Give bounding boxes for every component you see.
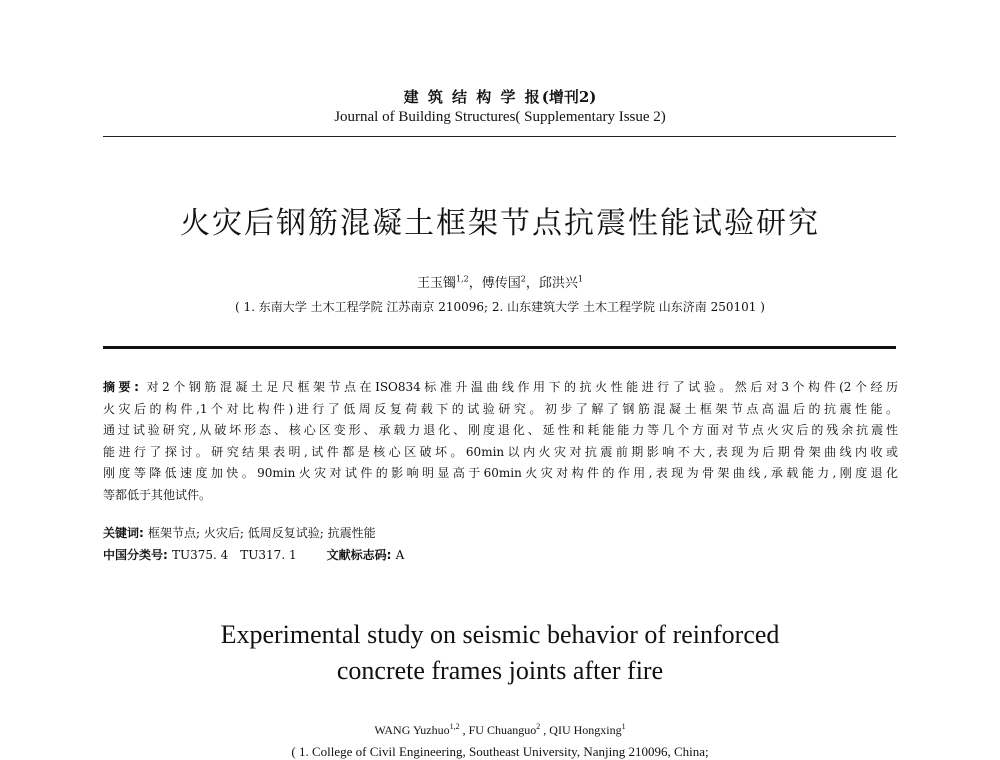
classification	[103, 546, 404, 563]
abstract-line: 能进行了探讨。研究结果表明,试件都是核心区破坏。60min以内火灾对抗震前期影响不大,表现为后期骨架曲线内收或	[103, 444, 898, 459]
abstract-line	[103, 377, 898, 399]
journal-issue-cn: (增刊2)	[541, 88, 597, 106]
keywords-label: 关键词	[103, 526, 140, 540]
affiliation-cn: ( 1. 东南大学 土木工程学院 江苏南京 210096; 2. 山东建筑大学 土木工程学院 山东济南 250101 )	[235, 300, 765, 314]
keywords-colon: :	[139, 526, 148, 540]
abstract-line: 刚度等降低速度加快。90min火灾对试件的影响明显高于60min火灾对构件的作用,表现为骨架曲线,承载能力,刚度退化	[103, 466, 898, 480]
abstract-line: 等都低于其他试件。	[103, 487, 212, 502]
author-en-2: FU Chuanguo	[468, 723, 537, 737]
abstract-cn	[103, 377, 898, 506]
authors-en	[0, 723, 1000, 738]
doc-code-colon: :	[386, 548, 396, 562]
journal-name-cn	[0, 86, 1000, 107]
author-en-1-affil: 1,2	[449, 722, 460, 731]
author-sep: ，	[525, 276, 539, 291]
clc-label: 中国分类号	[103, 548, 164, 562]
affiliation-en: ( 1. College of Civil Engineering, Southeast University, Nanjing 210096, China;	[291, 744, 709, 759]
author-sep: ,	[459, 723, 469, 737]
keywords	[103, 524, 376, 541]
author-en-3: QIU Hongxing	[549, 723, 622, 737]
abstract-line: 火灾后的构件,1个对比构件)进行了低周反复荷载下的试验研究。初步了解了钢筋混凝土框架节点高温后的抗震性能。	[103, 401, 898, 416]
author-cn-3-affil: 1	[577, 274, 583, 284]
paper-title-en	[0, 617, 1000, 689]
paper-title-cn: 火灾后钢筋混凝土框架节点抗震性能试验研究	[180, 206, 820, 241]
abstract-line: 通过试验研究,从破坏形态、核心区变形、承载力退化、刚度退化、延性和耗能能力等几个方面对节点火灾后的残余抗震性	[103, 423, 898, 437]
author-en-1: WANG Yuzhuo	[374, 723, 450, 737]
author-en-2-affil: 2	[536, 722, 541, 731]
clc-value-2: TU317. 1	[240, 548, 297, 562]
doc-code-value: A	[395, 548, 405, 562]
abstract-label: 摘要	[103, 380, 135, 394]
author-cn-1: 王玉镯	[417, 276, 457, 291]
header-divider	[103, 136, 896, 137]
doc-code-label: 文献标志码	[326, 548, 387, 562]
author-cn-2-affil: 2	[520, 274, 526, 284]
author-sep: ,	[540, 723, 550, 737]
clc-value-1: TU375. 4	[172, 548, 229, 562]
abstract-label-colon: :	[134, 380, 147, 394]
authors-cn	[0, 272, 1000, 291]
journal-name-cn-text: 建 筑 结 构 学 报	[403, 88, 542, 106]
clc-colon: :	[163, 548, 172, 562]
journal-name-en: Journal of Building Structures( Supplementary Issue 2)	[334, 109, 666, 125]
author-cn-3: 邱洪兴	[538, 276, 578, 291]
paper-title-en-line-1: Experimental study on seismic behavior of reinforced	[220, 620, 780, 649]
author-en-3-affil: 1	[621, 722, 626, 731]
abstract-line-text: 对2个钢筋混凝土足尺框架节点在ISO834标准升温曲线作用下的抗火性能进行了试验。然后对3个构件(2个经历	[146, 380, 899, 394]
keywords-value: 框架节点; 火灾后; 低周反复试验; 抗震性能	[148, 526, 376, 540]
title-block-divider	[103, 346, 896, 349]
author-cn-1-affil: 1,2	[456, 274, 469, 284]
paper-title-en-line-2: concrete frames joints after fire	[336, 656, 664, 685]
author-sep: ，	[468, 276, 482, 291]
author-cn-2: 傅传国	[481, 276, 521, 291]
